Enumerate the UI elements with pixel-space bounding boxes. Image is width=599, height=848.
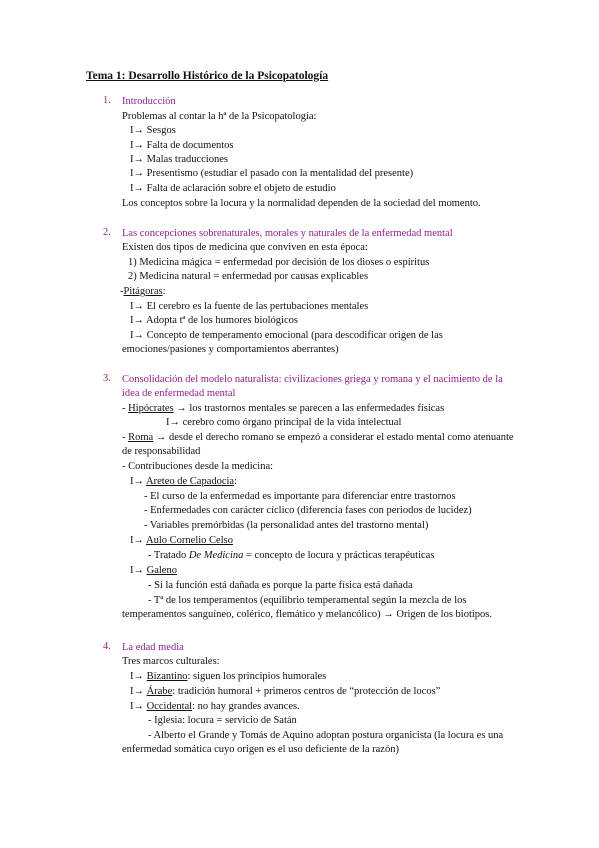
text-line: Tres marcos culturales: (122, 656, 220, 667)
bullet-line: I→ Bizantino: siguen los principios humorales (130, 671, 327, 682)
document-title: Tema 1: Desarrollo Histórico de la Psicopatología (86, 70, 329, 82)
sub-line: - Tratado De Medicina = concepto de locura y prácticas terapéuticas (148, 550, 435, 561)
text-line: -Pitágoras: (120, 286, 166, 297)
term-bizantino: Bizantino (146, 671, 188, 682)
bullet-line: I→ Aulo Cornelio Celso (130, 535, 233, 546)
bullet-line: I→ Adopta tª de los humores biológicos (130, 315, 298, 326)
sub-line: - Variables premórbidas (la personalidad antes del trastorno mental) (144, 520, 429, 531)
section-number: 4. (103, 641, 111, 652)
term-pitagoras: Pitágoras (123, 286, 163, 297)
text-line: - Roma → desde el derecho romano se empezó a considerar el estado mental como atenuante de responsabilidad (122, 432, 514, 457)
sub-line: - Tª de los temperamentos (equilibrio temperamental según la mezcla de los temperamentos sanguíneo, colérico, flemático y melancólico) → Origen de los biotipos. (122, 595, 493, 620)
bullet-line: I→ Occidental: no hay grandes avances. (130, 701, 300, 712)
sub-line: - Enfermedades con carácter cíclico (diferencia fases con periodos de lucidez) (144, 505, 472, 516)
term-roma: Roma (128, 432, 154, 443)
bullet-line: I→ Galeno (130, 565, 177, 576)
bullet-line: I→ Presentismo (estudiar el pasado con la mentalidad del presente) (130, 168, 414, 179)
section-number: 2. (103, 227, 111, 238)
text-line: Existen dos tipos de medicina que conviven en esta época: (122, 242, 368, 253)
section-heading: Consolidación del modelo naturalista: civilizaciones griega y romana y el nacimiento de la idea de enfermedad mental (122, 374, 503, 399)
text-line: Problemas al contar la hª de la Psicopatología: (122, 111, 317, 122)
bullet-line: I→ Sesgos (130, 125, 176, 136)
term-arabe: Árabe (146, 686, 173, 697)
term-hipocrates: Hipócrates (128, 403, 174, 414)
bullet-line: I→ Malas traducciones (130, 154, 228, 165)
sub-line: - Alberto el Grande y Tomás de Aquino adoptan postura organicista (la locura es una enfermedad somática cuyo origen es el uso deficiente de la razón) (122, 730, 504, 755)
section-number: 1. (103, 95, 111, 106)
section-heading: La edad media (122, 642, 184, 653)
bullet-line: I→ El cerebro es la fuente de las pertubaciones mentales (130, 301, 369, 312)
section-heading: Las concepciones sobrenaturales, morales y naturales de la enfermedad mental (122, 228, 453, 239)
bullet-line: I→ Concepto de temperamento emocional (para descodificar origen de las emociones/pasiones y comportamientos aberrantes) (122, 330, 443, 355)
bullet-line: I→ Falta de documentos (130, 140, 234, 151)
term-de-medicina: De Medicina (188, 550, 244, 561)
term-occidental: Occidental (146, 701, 193, 712)
section-number: 3. (103, 373, 111, 384)
term-galeno: Galeno (146, 565, 177, 576)
list-line: 1) Medicina mágica = enfermedad por decisión de los dioses o espíritus (128, 257, 430, 268)
list-line: 2) Medicina natural = enfermedad por causas explicables (128, 271, 369, 282)
sub-line: - Si la función está dañada es porque la parte física está dañada (148, 580, 413, 591)
sub-line: - Iglesia: locura = servicio de Satán (148, 715, 297, 726)
text-line: - Hipócrates → los trastornos mentales se parecen a las enfermedades físicas (122, 403, 445, 414)
bullet-line: I→ Falta de aclaración sobre el objeto de estudio (130, 183, 336, 194)
term-celso: Aulo Cornelio Celso (146, 535, 233, 546)
text-line: Los conceptos sobre la locura y la normalidad dependen de la sociedad del momento. (122, 198, 481, 209)
term-areteo: Areteo de Capadocia (146, 476, 235, 487)
bullet-line: I→ Árabe: tradición humoral + primeros centros de “protección de locos” (130, 686, 441, 697)
bullet-line: I→ Areteo de Capadocia: (130, 476, 238, 487)
section-heading: Introducción (122, 96, 176, 107)
text-line: - Contribuciones desde la medicina: (122, 461, 274, 472)
sub-line: - El curso de la enfermedad es importante para diferenciar entre trastornos (144, 491, 456, 502)
bullet-line: I→ cerebro como órgano principal de la vida intelectual (166, 417, 402, 428)
